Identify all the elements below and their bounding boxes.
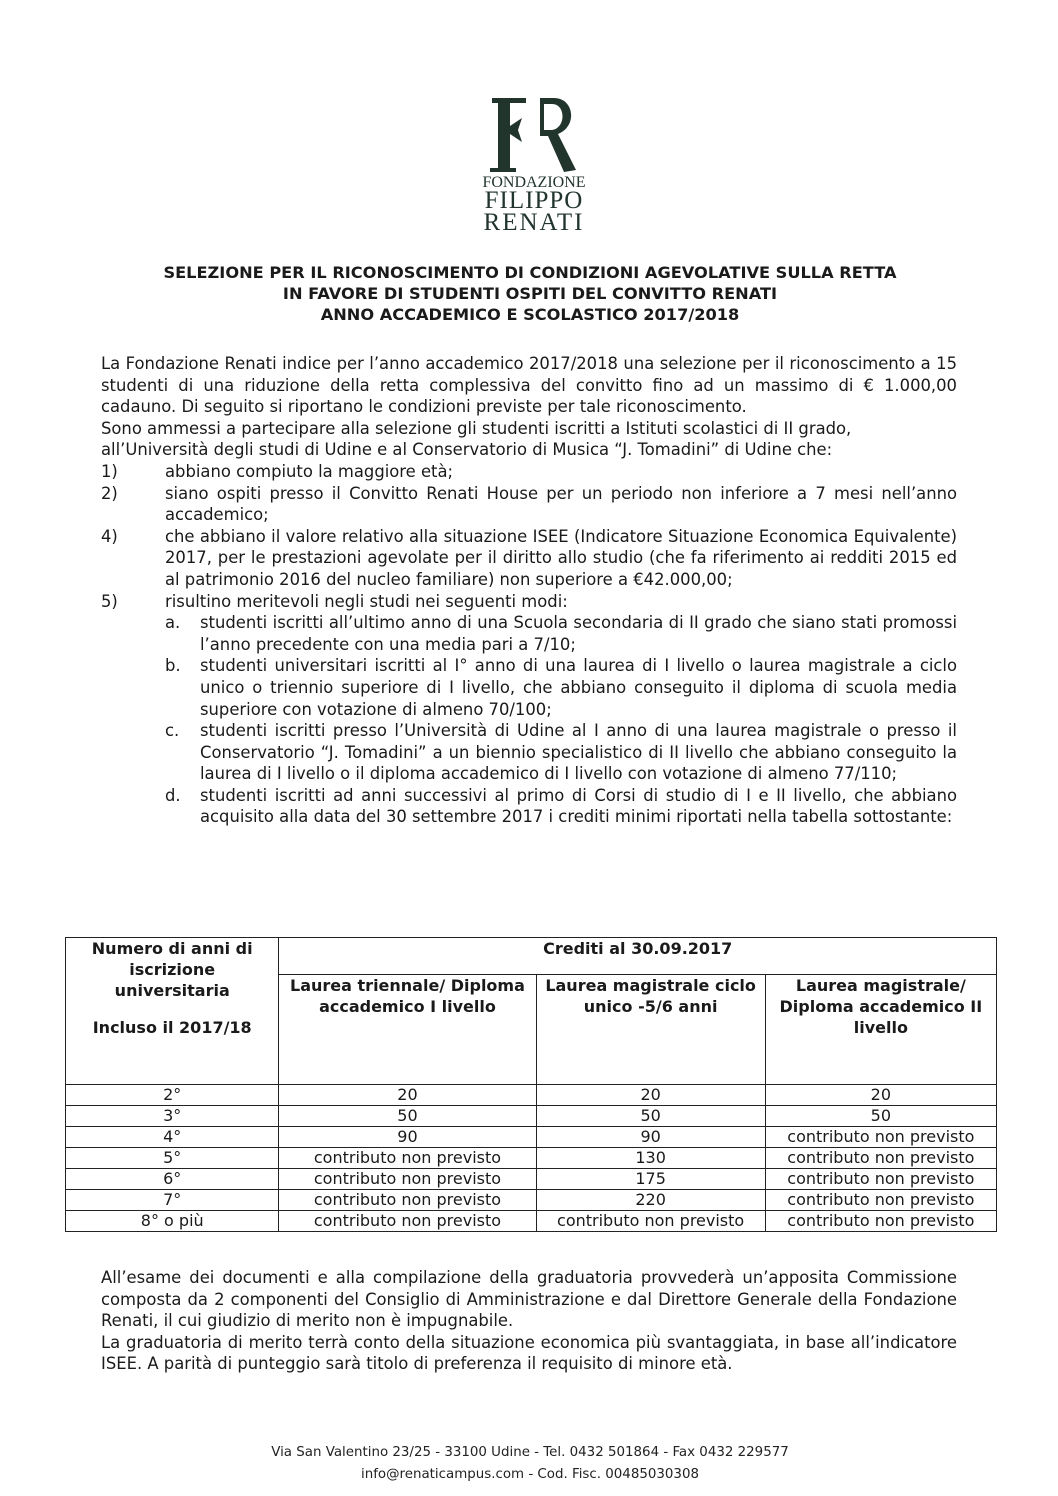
footer-contact: info@renaticampus.com - Cod. Fisc. 00485030308 (361, 1467, 699, 1482)
requirement-text: che abbiano il valore relativo alla situazione ISEE (Indicatore Situazione Economica Equivalente) 2017, per le prestazioni agevolate per il diritto allo studio (che fa riferimento ai redditi 2015 ed al patrimonio 2016 del nucleo familiare) non superiore a €42.000,00; (165, 526, 957, 589)
requirement-text: risultino meritevoli negli studi nei seguenti modi: (165, 591, 568, 611)
table-cell: 20 (536, 1085, 765, 1106)
title-line-2: IN FAVORE DI STUDENTI OSPITI DEL CONVITTO RENATI (282, 284, 778, 303)
merit-item (165, 655, 957, 720)
logo-line-filippo: FILIPPO (484, 187, 584, 214)
closing-paragraph-1: All’esame dei documenti e alla compilazione della graduatoria provvederà un’apposita Commissione composta da 2 componenti del Consiglio di Amministrazione e dal Direttore Generale della Fondazione Renati, il cui giudizio di merito non è impugnabile. (101, 1268, 957, 1331)
requirement-text: abbiano compiuto la maggiore età; (165, 461, 454, 481)
foundation-logo (474, 96, 594, 236)
intro-section (101, 353, 957, 828)
document-title (60, 262, 1000, 325)
table-cell: 7° (66, 1190, 279, 1211)
merit-item (165, 785, 957, 828)
years-enrolled-header (66, 938, 279, 1085)
merit-letter: b. (165, 656, 181, 676)
table-cell: 50 (765, 1106, 996, 1127)
requirement-item (101, 483, 957, 526)
table-cell: contributo non previsto (279, 1211, 536, 1232)
table-row (66, 1148, 997, 1169)
col-header-laurea-triennale: Laurea triennale/ Diploma accademico I livello (279, 975, 536, 1085)
table-cell: 50 (536, 1106, 765, 1127)
requirement-number: 1) (101, 461, 118, 481)
table-cell: 3° (66, 1106, 279, 1127)
title-line-1: SELEZIONE PER IL RICONOSCIMENTO DI CONDIZIONI AGEVOLATIVE SULLA RETTA (163, 263, 897, 282)
table-cell: contributo non previsto (765, 1148, 996, 1169)
table-row (66, 1190, 997, 1211)
requirement-text: siano ospiti presso il Convitto Renati House per un periodo non inferiore a 7 mesi nell’anno accademico; (165, 483, 957, 525)
table-cell: 175 (536, 1169, 765, 1190)
table-cell: 4° (66, 1127, 279, 1148)
table-cell: contributo non previsto (536, 1211, 765, 1232)
merit-text: studenti iscritti presso l’Università di Udine al I anno di una laurea magistrale o presso il Conservatorio “J. Tomadini” a un biennio specialistico di II livello che abbiano conseguito la laurea di I livello o il diploma accademico di I livello con votazione di almeno 77/110; (200, 721, 957, 784)
col-header-magistrale-ciclo-unico: Laurea magistrale ciclo unico -5/6 anni (536, 975, 765, 1085)
closing-section (101, 1267, 957, 1375)
table-cell: contributo non previsto (279, 1169, 536, 1190)
table-cell: 20 (279, 1085, 536, 1106)
col-header-magistrale-ii-livello: Laurea magistrale/ Diploma accademico II livello (765, 975, 996, 1085)
table-row (66, 1211, 997, 1232)
logo-line-fondazione: FONDAZIONE (482, 174, 586, 191)
years-header-text: Numero di anni di iscrizione universitaria (91, 939, 253, 1000)
table-row (66, 1085, 997, 1106)
merit-item (165, 612, 957, 655)
fr-monogram-icon (488, 96, 580, 174)
table-cell: contributo non previsto (765, 1127, 996, 1148)
table-cell: 50 (279, 1106, 536, 1127)
footer-address: Via San Valentino 23/25 - 33100 Udine - Tel. 0432 501864 - Fax 0432 229577 (271, 1445, 789, 1460)
table-row (66, 1106, 997, 1127)
merit-text: studenti universitari iscritti al I° anno di una laurea di I livello o laurea magistrale a ciclo unico o triennio superiore di I livello, che abbiano conseguito il diploma di scuola media superiore con votazione di almeno 70/100; (200, 656, 957, 719)
merit-letter: d. (165, 785, 181, 805)
included-header-text: Incluso il 2017/18 (92, 1018, 252, 1037)
intro-paragraph-2: Sono ammessi a partecipare alla selezione gli studenti iscritti a Istituti scolastici di II grado, all’Università degli studi di Udine e al Conservatorio di Musica “J. Tomadini” di Udine che: (101, 418, 852, 460)
table-cell: 90 (279, 1127, 536, 1148)
intro-paragraph-1: La Fondazione Renati indice per l’anno accademico 2017/2018 una selezione per il riconoscimento a 15 studenti di una riduzione della retta complessiva del convitto fino ad un massimo di € 1.000,00 cadauno. Di seguito si riportano le condizioni previste per tale riconoscimento. (101, 354, 957, 417)
merit-criteria-list (165, 612, 957, 828)
credits-table (65, 937, 997, 1232)
requirement-number: 4) (101, 526, 118, 546)
table-cell: contributo non previsto (765, 1169, 996, 1190)
requirement-item (101, 591, 957, 613)
closing-paragraph-2: La graduatoria di merito terrà conto della situazione economica più svantaggiata, in base all’indicatore ISEE. A parità di punteggio sarà titolo di preferenza il requisito di minore età. (101, 1332, 957, 1374)
table-cell: 130 (536, 1148, 765, 1169)
table-cell: 90 (536, 1127, 765, 1148)
requirement-item (101, 461, 957, 483)
requirement-number: 2) (101, 483, 118, 503)
table-cell: contributo non previsto (279, 1148, 536, 1169)
table-cell: 20 (765, 1085, 996, 1106)
table-row (66, 1169, 997, 1190)
merit-letter: c. (165, 721, 180, 741)
requirement-item (101, 526, 957, 591)
merit-text: studenti iscritti all’ultimo anno di una Scuola secondaria di II grado che siano stati promossi l’anno precedente con una media pari a 7/10; (200, 613, 957, 654)
table-cell: contributo non previsto (765, 1190, 996, 1211)
requirement-number: 5) (101, 591, 118, 611)
letterhead-footer (230, 1442, 830, 1486)
merit-letter: a. (165, 613, 181, 633)
merit-text: studenti iscritti ad anni successivi al primo di Corsi di studio di I e II livello, che abbiano acquisito alla data del 30 settembre 2017 i crediti minimi riportati nella tabella sottostante: (200, 785, 957, 827)
credits-group-header: Crediti al 30.09.2017 (279, 938, 997, 975)
table-cell: contributo non previsto (279, 1190, 536, 1211)
table-cell: 8° o più (66, 1211, 279, 1232)
table-row (66, 1127, 997, 1148)
merit-item (165, 720, 957, 785)
logo-line-renati: RENATI (483, 209, 585, 236)
table-cell: 6° (66, 1169, 279, 1190)
title-line-3: ANNO ACCADEMICO E SCOLASTICO 2017/2018 (320, 305, 740, 324)
table-cell: 2° (66, 1085, 279, 1106)
table-cell: contributo non previsto (765, 1211, 996, 1232)
table-cell: 220 (536, 1190, 765, 1211)
table-cell: 5° (66, 1148, 279, 1169)
